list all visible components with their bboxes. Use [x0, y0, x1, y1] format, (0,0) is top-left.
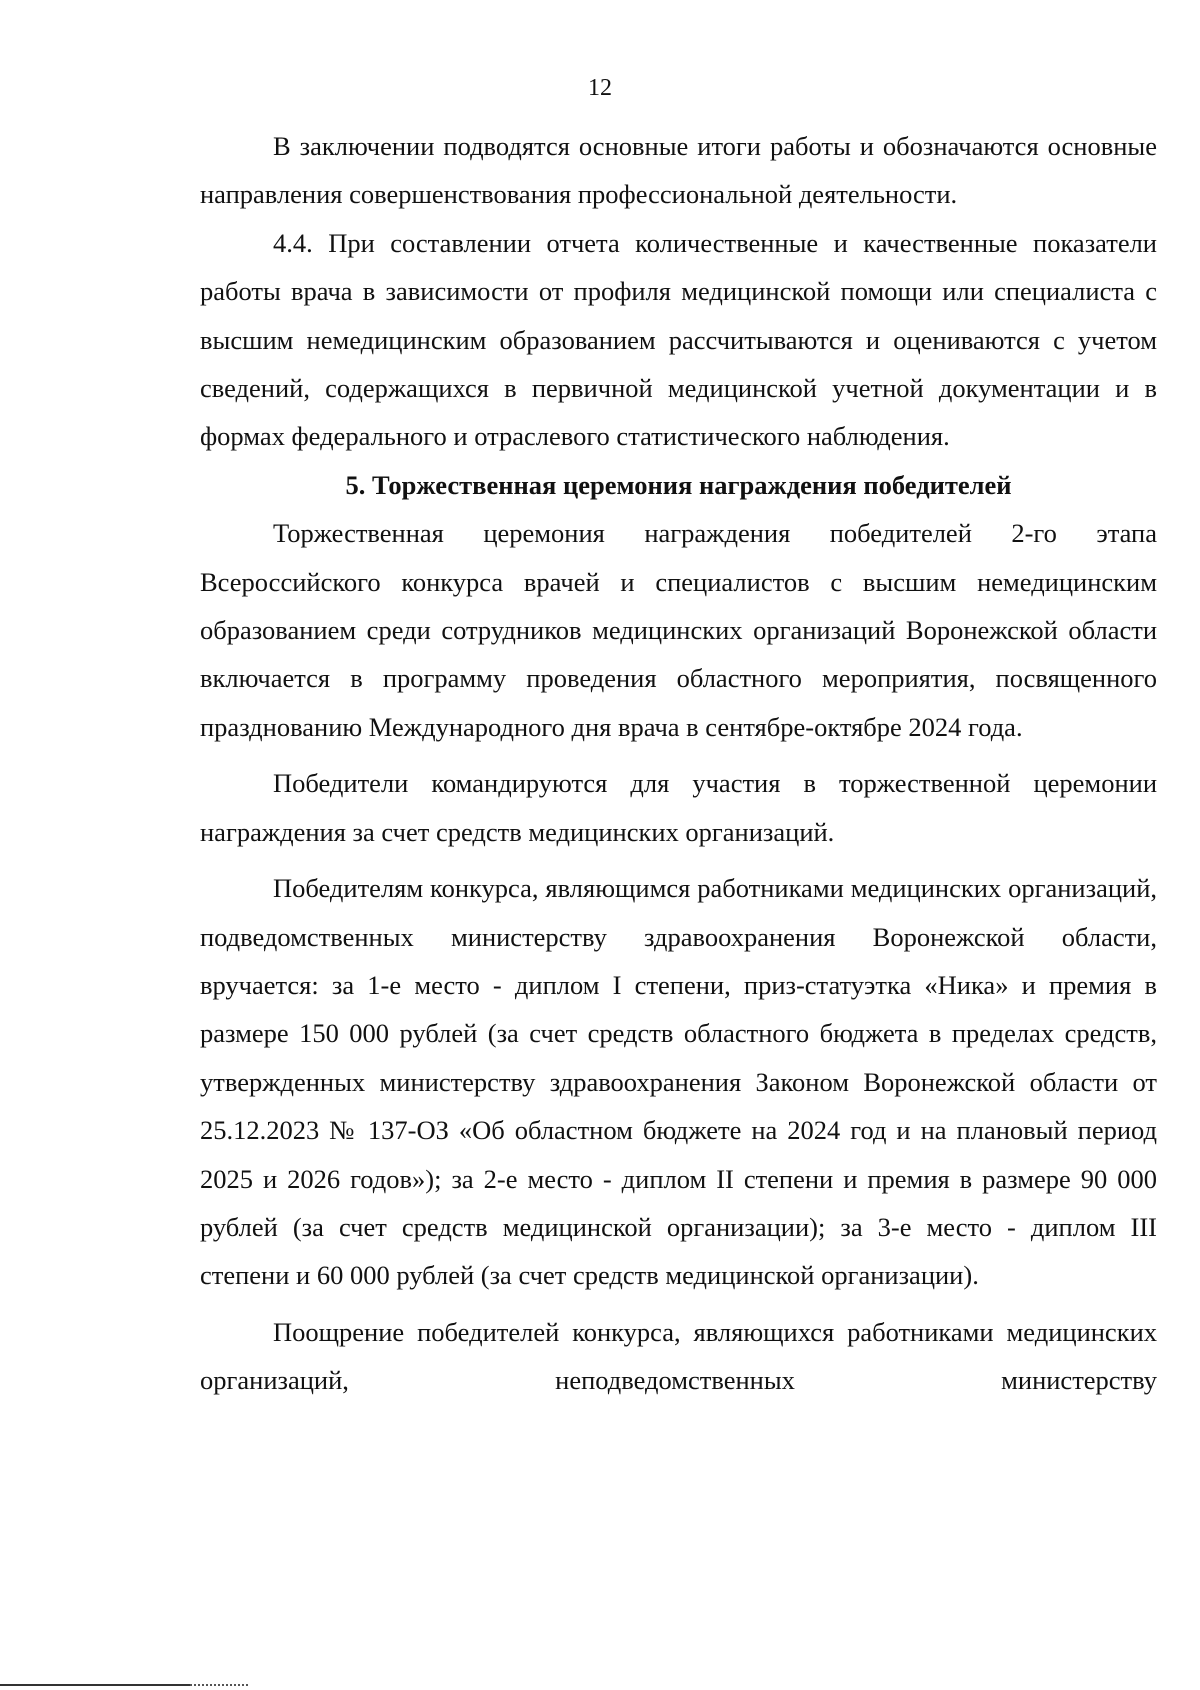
paragraph-conclusion: В заключении подводятся основные итоги работы и обозначаются основные направления совершенствования профессиональной деятельности.: [200, 131, 1157, 210]
paragraph-business-trip: Победители командируются для участия в торжественной церемонии награждения за счет средств медицинских организаций.: [200, 768, 1157, 847]
paragraph-report-indicators: 4.4. При составлении отчета количественные и качественные показатели работы врача в зависимости от профиля медицинской помощи или специалиста с высшим немедицинским образованием рассчитываются и оцениваются с учетом сведений, содержащихся в первичной медицинской учетной документации и в формах федерального и отраслевого статистического наблюдения.: [200, 227, 1157, 452]
paragraph-awards: Победителям конкурса, являющимся работниками медицинских организаций, подведомственных министерству здравоохранения Воронежской области, вручается: за 1-е место - диплом I степени, приз-статуэтка «Ника» и премия в размере 150 000 рублей (за счет средств областного бюджета в пределах средств, утвержденных министерству здравоохранения Законом Воронежской области от 25.12.2023 № 137-ОЗ «Об областном бюджете на 2024 год и на плановый период 2025 и 2026 годов»); за 2-е место - диплом II степени и премия в размере 90 000 рублей (за счет средств медицинской организации); за 3-е место - диплом III степени и 60 000 рублей (за счет средств медицинской организации).: [200, 873, 1157, 1291]
paragraph-encouragement: Поощрение победителей конкурса, являющихся работниками медицинских организаций, неподведомственных министерству: [200, 1316, 1157, 1396]
section-heading: 5. Торжественная церемония награждения победителей: [345, 469, 1012, 500]
scan-edge-line: [0, 1684, 190, 1686]
page-number: 12: [588, 75, 612, 101]
document-body: [200, 122, 1157, 1405]
paragraph-ceremony: Торжественная церемония награждения победителей 2-го этапа Всероссийского конкурса врачей и специалистов с высшим немедицинским образованием среди сотрудников медицинских организаций Воронежской области включается в программу проведения областного мероприятия, посвященного празднованию Международного дня врача в сентябре-октябре 2024 года.: [200, 518, 1157, 742]
scan-edge-dots: [190, 1684, 250, 1686]
